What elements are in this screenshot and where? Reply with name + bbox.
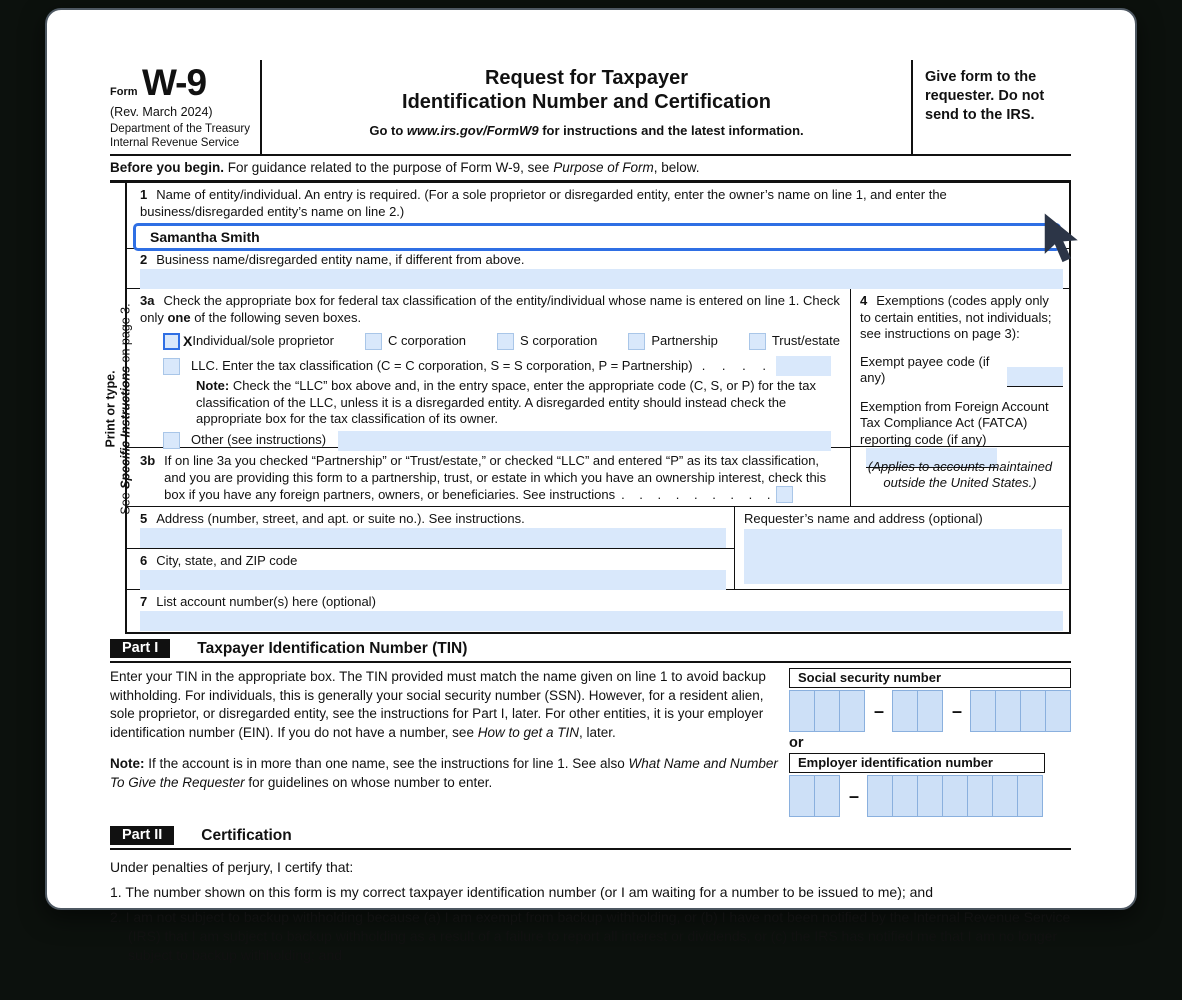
exempt-payee-code-field[interactable] xyxy=(1007,367,1063,387)
ssn-cell[interactable] xyxy=(814,690,840,732)
ein-cell[interactable] xyxy=(814,775,840,817)
form-title-line2: Identification Number and Certification xyxy=(402,91,771,113)
part1-note: Note: If the account is in more than one name, see the instructions for line 1. See also What Name and Number To Give the Requester for guidelines on whose number to enter. xyxy=(110,756,778,790)
line4-label: Exemptions (codes apply only to certain entities, not individuals; see instructions on page 3): xyxy=(860,293,1052,341)
ssn-boxes xyxy=(789,690,1071,732)
ssn-cell[interactable] xyxy=(995,690,1021,732)
ssn-cell[interactable] xyxy=(892,690,918,732)
certification-item-1: 1. The number shown on this form is my correct taxpayer identification number (or I am waiting for a number to be issued to me); and xyxy=(110,884,934,900)
part1-header xyxy=(110,636,1071,663)
checkbox-foreign-partners[interactable] xyxy=(776,486,793,503)
line5-label: Address (number, street, and apt. or suite no.). See instructions. xyxy=(156,511,525,526)
part1-badge: Part I xyxy=(110,639,170,658)
business-name-field[interactable] xyxy=(140,269,1063,289)
or-label: or xyxy=(788,735,804,751)
tin-entry-area xyxy=(778,668,1071,817)
name-input[interactable] xyxy=(133,223,1061,251)
ssn-cell[interactable] xyxy=(839,690,865,732)
ein-cell[interactable] xyxy=(1017,775,1043,817)
ein-cell[interactable] xyxy=(942,775,968,817)
account-numbers-field[interactable] xyxy=(140,611,1063,631)
ssn-dash: – xyxy=(873,700,884,721)
city-state-zip-field[interactable] xyxy=(140,570,726,590)
form-body xyxy=(103,183,1071,634)
ein-cell[interactable] xyxy=(867,775,893,817)
line7-account-row xyxy=(127,590,1069,632)
ein-cell[interactable] xyxy=(789,775,815,817)
form-revision: (Rev. March 2024) xyxy=(110,105,213,119)
checkbox-partnership[interactable] xyxy=(628,333,645,350)
checkbox-trust-estate-label: Trust/estate xyxy=(771,333,840,349)
ein-cell[interactable] xyxy=(917,775,943,817)
form-goto-line: Go to www.irs.gov/FormW9 for instructions and the latest information. xyxy=(369,123,804,138)
exempt-payee-label: Exempt payee code (if any) xyxy=(860,353,990,385)
ein-label: Employer identification number xyxy=(789,753,1045,773)
line2-number: 2 xyxy=(140,252,148,267)
checkbox-individual-mark: X xyxy=(183,333,193,350)
line5-number: 5 xyxy=(140,511,148,526)
llc-classification-field[interactable] xyxy=(776,356,831,376)
line3b-dot-leader: . . . . . . . . . xyxy=(621,487,771,502)
line3b-label: If on line 3a you checked “Partnership” or “Trust/estate,” or checked “LLC” and entered “P” as its tax classification, and you are providing this form to a partnership, trust, or estate in which you have an ownership interest, check this box if you have any foreign partners, owners, or beneficiaries. See instructions xyxy=(164,453,827,502)
give-form-note: Give form to the requester. Do not send to the IRS. xyxy=(925,69,1045,123)
ssn-cell[interactable] xyxy=(1020,690,1046,732)
ein-cell[interactable] xyxy=(967,775,993,817)
line3a-number: 3a xyxy=(140,293,155,308)
ssn-cell[interactable] xyxy=(917,690,943,732)
line4-number: 4 xyxy=(860,293,868,308)
certification-intro: Under penalties of perjury, I certify that: xyxy=(110,859,354,875)
other-label: Other (see instructions) xyxy=(191,432,327,448)
line1-label: Name of entity/individual. An entry is required. (For a sole proprietor or disregarded entity, enter the owner’s name on line 1, and enter the business/disregarded entity’s name on line 2.) xyxy=(140,187,947,219)
llc-note: Note: Check the “LLC” box above and, in the entry space, enter the appropriate code (C, S, or P) for the tax classification of the LLC, unless it is a disregarded entity. A disregarded entity should instead check the appropriate box for the tax classification of its owner. xyxy=(196,378,816,426)
line4-exemptions xyxy=(851,289,1069,506)
checkbox-individual[interactable] xyxy=(163,333,180,350)
form-title-block xyxy=(262,60,913,154)
ssn-label: Social security number xyxy=(789,668,1071,688)
line1-name-row xyxy=(127,183,1069,249)
line6-label: City, state, and ZIP code xyxy=(156,553,298,568)
sidebar-line2: See Specific Instructions on page 3. xyxy=(117,302,132,515)
line7-label: List account number(s) here (optional) xyxy=(156,594,376,609)
line3b-number: 3b xyxy=(140,453,156,468)
checkbox-partnership-label: Partnership xyxy=(651,333,718,349)
line2-label: Business name/disregarded entity name, if different from above. xyxy=(156,252,525,267)
before-you-begin: Before you begin. For guidance related to the purpose of Form W-9, see Purpose of Form, below. xyxy=(110,156,1071,183)
form-word: Form xyxy=(110,86,138,98)
ssn-cell[interactable] xyxy=(970,690,996,732)
checkbox-individual-label: Individual/sole proprietor xyxy=(192,333,334,349)
checkbox-c-corporation-label: C corporation xyxy=(387,333,467,349)
checkbox-c-corporation[interactable] xyxy=(365,333,382,350)
line3a-classification: 3a Check the appropriate box for federal tax classification of the entity/individual whose name is entered on line 1. Check only one of the following seven boxes. X Individual/sole proprietor C corporation S corporation Partnership Trust/estate LLC. Enter the tax classification (C = C corporation, S = S corporation, P = Partnership) . . . . Note: Check the “LLC” box above and, in the entry space, enter the appropriate code (C, S, or P) for the tax classification of the LLC, unless it is a disregarded entity. A disregarded entity should instead check the appropriate box for the tax classification of its owner. Other (see instructions) xyxy=(127,289,850,448)
line2-business-row xyxy=(127,249,1069,289)
print-or-type-sidebar xyxy=(103,183,132,634)
certification-text xyxy=(110,850,1071,965)
part2-header xyxy=(110,823,1071,850)
ssn-dash: – xyxy=(951,700,962,721)
form-id-block xyxy=(110,60,262,154)
part1-title: Taxpayer Identification Number (TIN) xyxy=(197,639,468,657)
form-title-line1: Request for Taxpayer xyxy=(484,67,689,89)
requester-label: Requester’s name and address (optional) xyxy=(744,511,983,526)
ein-cell[interactable] xyxy=(892,775,918,817)
form-number: W-9 xyxy=(141,62,207,103)
ein-dash: – xyxy=(848,785,859,806)
ein-boxes xyxy=(789,775,1071,817)
w9-form-page xyxy=(45,8,1137,963)
checkbox-llc[interactable] xyxy=(163,358,180,375)
requester-field[interactable] xyxy=(744,529,1062,584)
line3b-foreign-partners xyxy=(127,448,850,506)
requester-block xyxy=(734,507,1069,589)
sidebar-line1: Print or type. xyxy=(103,369,117,448)
address-field[interactable] xyxy=(140,528,726,548)
part2-title: Certification xyxy=(201,826,292,844)
other-field[interactable] xyxy=(338,431,831,451)
llc-dot-leader: . . . . xyxy=(701,357,766,373)
line7-number: 7 xyxy=(140,594,148,609)
form-agency: Internal Revenue Service xyxy=(110,136,240,149)
line6-number: 6 xyxy=(140,553,148,568)
ein-cell[interactable] xyxy=(992,775,1018,817)
certification-item-2: 2. I am not subject to backup withholding because (a) I am exempt from backup withholding, or (b) I have not been notified by the Internal Revenue Service (IRS) that I am subject to backup withholding as a result of a failure to report all interest or dividends, or (c) the IRS has notified me that I am no longer subject to backup withholding; and xyxy=(110,909,1071,963)
checkbox-trust-estate[interactable] xyxy=(749,333,766,350)
line6-city-row xyxy=(127,549,734,588)
ssn-cell[interactable] xyxy=(789,690,815,732)
line1-number: 1 xyxy=(140,187,148,202)
part1-instructions: Enter your TIN in the appropriate box. The TIN provided must match the name given on line 1 to avoid backup withholding. For individuals, this is generally your social security number (SSN). However, for a resident alien, sole proprietor, or disregarded entity, see the instructions for Part I, later. For other entities, it is your employer identification number (EIN). If you do not have a number, see How to get a TIN, later. Note: If the account is in more than one name, see the instructions for line 1. See also What Name and Number To Give the Requester for guidelines on whose number to enter. xyxy=(110,668,778,817)
part2-badge: Part II xyxy=(110,826,174,845)
checkbox-s-corporation[interactable] xyxy=(497,333,514,350)
ssn-cell[interactable] xyxy=(1045,690,1071,732)
checkbox-other[interactable] xyxy=(163,432,180,449)
fatca-applies-note: (Applies to accounts maintained outside the United States.) xyxy=(851,446,1069,491)
checkbox-s-corporation-label: S corporation xyxy=(520,333,598,349)
form-header xyxy=(110,60,1071,156)
llc-label: LLC. Enter the tax classification (C = C corporation, S = S corporation, P = Partnership) xyxy=(191,357,693,373)
line5-address-row xyxy=(127,507,734,549)
fatca-label: Exemption from Foreign Account Tax Compliance Act (FATCA) reporting code (if any) xyxy=(860,398,1049,447)
irs-url: www.irs.gov/FormW9 xyxy=(406,123,539,138)
form-department: Department of the Treasury xyxy=(110,123,250,135)
